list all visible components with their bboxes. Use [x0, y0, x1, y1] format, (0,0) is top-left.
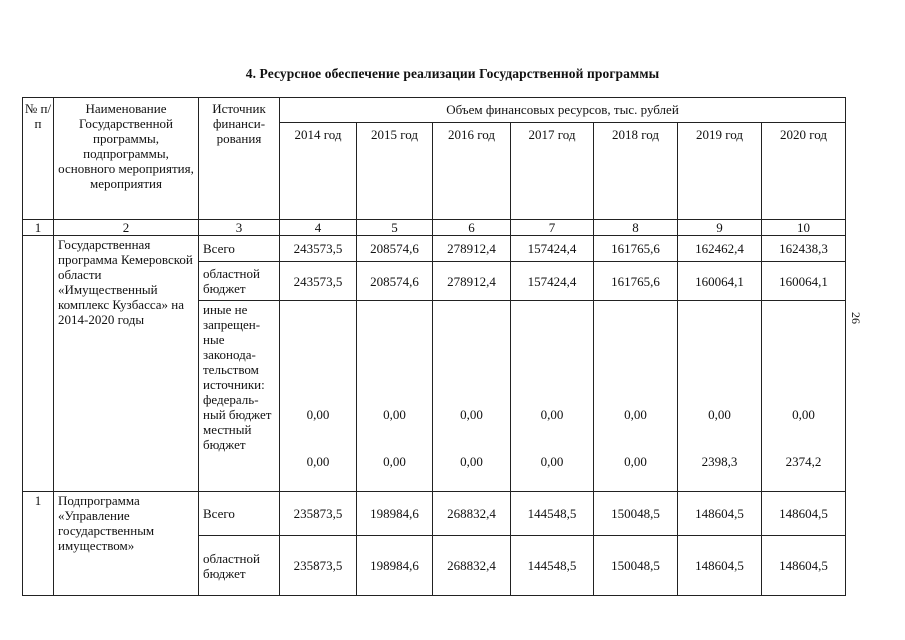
col-number: 10 [762, 220, 846, 236]
value-cell: 235873,5 [280, 536, 357, 596]
col-number: 5 [357, 220, 433, 236]
value-cell-local: 0,00 [383, 454, 406, 469]
col-number: 9 [678, 220, 762, 236]
value-cell-federal: 0,00 [540, 407, 564, 422]
table-row [23, 492, 846, 536]
value-stack [280, 301, 357, 492]
value-cell: 268832,4 [433, 492, 511, 536]
value-stack [762, 301, 846, 492]
value-cell: 208574,6 [357, 236, 433, 262]
col-number: 1 [23, 220, 54, 236]
value-cell: 278912,4 [433, 262, 511, 301]
value-cell-local: 2374,2 [785, 454, 822, 469]
header-year: 2019 год [678, 123, 762, 220]
header-year: 2016 год [433, 123, 511, 220]
value-cell-local: 0,00 [624, 454, 647, 469]
value-cell-local: 0,00 [460, 454, 483, 469]
value-cell: 148604,5 [762, 536, 846, 596]
document-title: 4. Ресурсное обеспечение реализации Государственной программы [245, 66, 660, 81]
col-number: 7 [511, 220, 594, 236]
header-year: 2015 год [357, 123, 433, 220]
resource-table [22, 97, 846, 596]
col-number: 6 [433, 220, 511, 236]
value-cell: 144548,5 [511, 536, 594, 596]
source-label: Всего [199, 492, 280, 536]
value-cell: 144548,5 [511, 492, 594, 536]
col-number: 3 [199, 220, 280, 236]
header-num: № п/п [23, 98, 54, 220]
program-name: Государственная программа Кемеровской области «Имущественный комплекс Кузбасса» на 2014-2020 годы [54, 236, 199, 492]
header-volume: Объем финансовых ресурсов, тыс. рублей [280, 98, 846, 123]
header-name: Наименование Государственной программы, подпрограммы, основного мероприятия, мероприятия [54, 98, 199, 220]
value-cell: 150048,5 [594, 492, 678, 536]
col-number: 4 [280, 220, 357, 236]
row-num: 1 [23, 492, 54, 596]
source-label: областной бюджет [199, 536, 280, 596]
value-cell-federal: 0,00 [708, 407, 731, 422]
value-cell-federal: 0,00 [383, 407, 406, 422]
value-cell-federal: 0,00 [460, 407, 483, 422]
table-row [23, 236, 846, 262]
value-cell: 160064,1 [678, 262, 762, 301]
page-number: 26 [849, 312, 863, 324]
value-cell-local: 0,00 [540, 454, 564, 469]
value-cell: 161765,6 [594, 262, 678, 301]
value-cell: 243573,5 [280, 262, 357, 301]
value-cell: 161765,6 [594, 236, 678, 262]
source-label-other [199, 301, 280, 492]
col-number: 8 [594, 220, 678, 236]
row-num [23, 236, 54, 492]
source-other-intro: иные не запрещен-ные законода-тельством источники: [203, 302, 265, 392]
value-cell: 278912,4 [433, 236, 511, 262]
value-cell-federal: 0,00 [792, 407, 815, 422]
value-cell: 162438,3 [762, 236, 846, 262]
value-cell: 198984,6 [357, 536, 433, 596]
col-number: 2 [54, 220, 199, 236]
value-cell-federal: 0,00 [306, 407, 330, 422]
header-year: 2018 год [594, 123, 678, 220]
header-year: 2020 год [762, 123, 846, 220]
value-cell: 198984,6 [357, 492, 433, 536]
value-cell: 235873,5 [280, 492, 357, 536]
header-source: Источник финанси-рования [199, 98, 280, 220]
source-federal: федераль-ный бюджет [203, 392, 272, 422]
value-cell-local: 0,00 [306, 454, 330, 469]
value-cell: 243573,5 [280, 236, 357, 262]
value-cell: 157424,4 [511, 262, 594, 301]
header-year: 2014 год [280, 123, 357, 220]
value-cell: 162462,4 [678, 236, 762, 262]
value-cell: 157424,4 [511, 236, 594, 262]
header-year: 2017 год [511, 123, 594, 220]
value-stack [678, 301, 762, 492]
value-cell: 148604,5 [762, 492, 846, 536]
source-label: областной бюджет [199, 262, 280, 301]
value-cell-local: 2398,3 [701, 454, 738, 469]
value-cell: 148604,5 [678, 492, 762, 536]
value-cell: 268832,4 [433, 536, 511, 596]
subprogram-name: Подпрограмма «Управление государственным имуществом» [54, 492, 199, 596]
value-cell: 208574,6 [357, 262, 433, 301]
source-label: Всего [199, 236, 280, 262]
value-cell: 148604,5 [678, 536, 762, 596]
value-stack [357, 301, 433, 492]
value-stack [433, 301, 511, 492]
value-cell: 160064,1 [762, 262, 846, 301]
value-cell: 150048,5 [594, 536, 678, 596]
value-stack [594, 301, 678, 492]
value-stack [511, 301, 594, 492]
source-local: местный бюджет [203, 422, 252, 452]
value-cell-federal: 0,00 [624, 407, 647, 422]
